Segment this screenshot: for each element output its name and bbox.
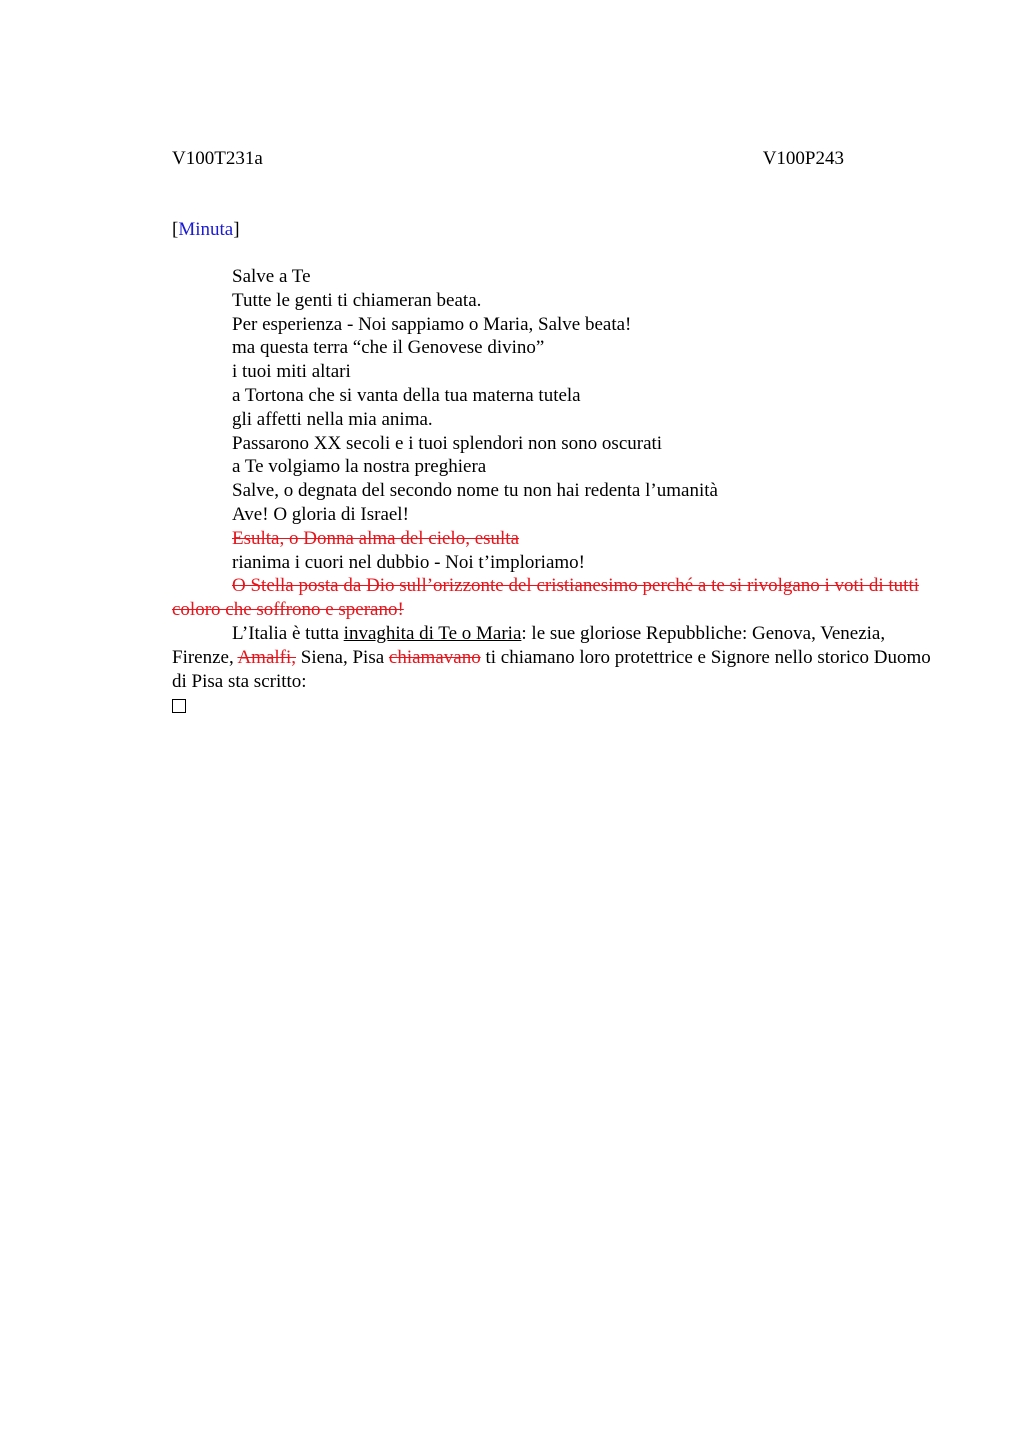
poem-line: ma questa terra “che il Genovese divino”	[232, 337, 545, 359]
paragraph-text: ti chiamano loro protettrice e Signore nello storico Duomo di Pisa sta scritto:	[172, 646, 931, 692]
document-page	[172, 0, 932, 1450]
poem-line: Passarono XX secoli e i tuoi splendori non sono oscurati	[232, 432, 663, 454]
document-code-right: V100P243	[762, 148, 844, 169]
empty-checkbox-icon	[172, 699, 186, 713]
minuta-text: Minuta	[178, 219, 234, 240]
poem-line-deleted	[172, 527, 932, 551]
poem-line: gli affetti nella mia anima.	[232, 408, 433, 430]
poem-line: Salve a Te	[232, 266, 311, 287]
deleted-paragraph	[172, 574, 932, 622]
poem-line: Ave! O gloria di Israel!	[232, 503, 409, 525]
poem-line: i tuoi miti altari	[232, 361, 351, 383]
document-code-left: V100T231a	[172, 148, 263, 169]
poem-line: rianima i cuori nel dubbio - Noi t’imploriamo!	[232, 551, 586, 573]
poem-body	[172, 265, 932, 720]
minuta-label	[172, 218, 240, 242]
deleted-text: Amalfi,	[237, 646, 297, 668]
paragraph-text: : le sue gloriose Repubbliche: Genova, Venezia, Firenze,	[172, 622, 886, 668]
paragraph-text: L’Italia è tutta	[232, 622, 344, 644]
poem-line: a Te volgiamo la nostra preghiera	[232, 456, 487, 478]
poem-line: Tutte le genti ti chiameran beata.	[232, 289, 482, 311]
minuta-open-bracket: [	[172, 219, 179, 240]
underlined-text: invaghita di Te o Maria	[343, 622, 522, 644]
checkbox-line	[172, 693, 932, 720]
paragraph-text: Siena, Pisa	[296, 646, 389, 668]
document-header	[172, 147, 844, 171]
deleted-text: O Stella posta da Dio sull’orizzonte del cristianesimo perché a te si rivolgano i voti di tutti coloro che soffrono e sperano!	[172, 575, 920, 621]
deleted-text: chiamavano	[388, 646, 481, 668]
poem-line: Per esperienza - Noi sappiamo o Maria, Salve beata!	[232, 313, 632, 335]
italia-paragraph	[172, 622, 932, 693]
deleted-text: Esulta, o Donna alma del cielo, esulta	[232, 527, 520, 549]
poem-line: a Tortona che si vanta della tua materna tutela	[232, 384, 581, 406]
minuta-close-bracket: ]	[233, 219, 240, 240]
poem-line: Salve, o degnata del secondo nome tu non hai redenta l’umanità	[232, 480, 718, 502]
